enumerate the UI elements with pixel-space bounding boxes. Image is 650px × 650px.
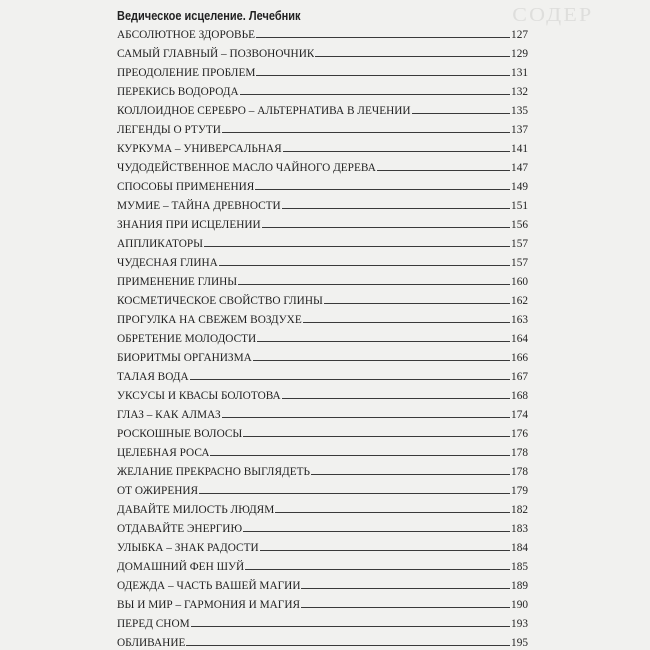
toc-entry-page-number: 182 (511, 504, 528, 516)
toc-entry-page-number: 176 (511, 428, 528, 440)
toc-leader-line (256, 75, 510, 76)
toc-entry (117, 634, 528, 650)
toc-entry-page-number: 193 (511, 618, 528, 630)
toc-entry-page-number: 131 (511, 67, 528, 79)
toc-entry-title: ЖЕЛАНИЕ ПРЕКРАСНО ВЫГЛЯДЕТЬ (117, 466, 310, 478)
toc-leader-line (243, 531, 510, 532)
toc-leader-line (282, 398, 510, 399)
toc-entry-title: ОБЛИВАНИЕ (117, 637, 186, 649)
toc-entry (117, 539, 528, 558)
toc-entry-page-number: 163 (511, 314, 528, 326)
toc-entry-title: РОСКОШНЫЕ ВОЛОСЫ (117, 428, 243, 440)
toc-entry (117, 463, 528, 482)
toc-leader-line (324, 303, 510, 304)
toc-leader-line (219, 265, 510, 266)
toc-leader-line (283, 151, 510, 152)
toc-entry-page-number: 127 (511, 29, 528, 41)
toc-entry (117, 482, 528, 501)
toc-entry (117, 83, 528, 102)
toc-entry-page-number: 174 (511, 409, 528, 421)
toc-entry-title: ЧУДОДЕЙСТВЕННОЕ МАСЛО ЧАЙНОГО ДЕРЕВА (117, 162, 376, 174)
toc-entry-page-number: 178 (511, 466, 528, 478)
toc-entry-page-number: 185 (511, 561, 528, 573)
toc-leader-line (257, 341, 510, 342)
toc-entry-page-number: 129 (511, 48, 528, 60)
toc-leader-line (190, 379, 510, 380)
toc-entry-title: ТАЛАЯ ВОДА (117, 371, 189, 383)
toc-entry (117, 349, 528, 368)
toc-entry-title: ЛЕГЕНДЫ О РТУТИ (117, 124, 221, 136)
toc-entry (117, 596, 528, 615)
toc-entry-page-number: 183 (511, 523, 528, 535)
toc-entry-page-number: 160 (511, 276, 528, 288)
toc-entry (117, 140, 528, 159)
toc-leader-line (245, 569, 510, 570)
toc-entry-title: УЛЫБКА – ЗНАК РАДОСТИ (117, 542, 259, 554)
toc-entry-page-number: 167 (511, 371, 528, 383)
toc-entry (117, 368, 528, 387)
toc-leader-line (255, 189, 510, 190)
toc-entry-title: МУМИЕ – ТАЙНА ДРЕВНОСТИ (117, 200, 281, 212)
toc-entry-title: ДОМАШНИЙ ФЕН ШУЙ (117, 561, 245, 573)
toc-entry-page-number: 147 (511, 162, 528, 174)
toc-entry (117, 159, 528, 178)
toc-entry-page-number: 156 (511, 219, 528, 231)
toc-leader-line (191, 626, 510, 627)
toc-entry-title: ПЕРЕД СНОМ (117, 618, 190, 630)
toc-entry-list (117, 26, 528, 650)
toc-entry (117, 197, 528, 216)
toc-entry (117, 501, 528, 520)
toc-entry-page-number: 164 (511, 333, 528, 345)
toc-entry-title: АППЛИКАТОРЫ (117, 238, 204, 250)
toc-leader-line (222, 132, 510, 133)
toc-leader-line (204, 246, 510, 247)
toc-leader-line (262, 227, 510, 228)
section-title: Ведическое исцеление. Лечебник (117, 9, 301, 23)
toc-entry-page-number: 178 (511, 447, 528, 459)
toc-entry-page-number: 168 (511, 390, 528, 402)
toc-entry-title: ДАВАЙТЕ МИЛОСТЬ ЛЮДЯМ (117, 504, 275, 516)
toc-entry (117, 558, 528, 577)
toc-leader-line (412, 113, 510, 114)
toc-leader-line (377, 170, 510, 171)
toc-entry-page-number: 137 (511, 124, 528, 136)
toc-entry-title: САМЫЙ ГЛАВНЫЙ – ПОЗВОНОЧНИК (117, 48, 315, 60)
toc-entry-title: ЗНАНИЯ ПРИ ИСЦЕЛЕНИИ (117, 219, 261, 231)
toc-entry-page-number: 157 (511, 238, 528, 250)
toc-entry-title: ЧУДЕСНАЯ ГЛИНА (117, 257, 218, 269)
toc-entry (117, 235, 528, 254)
toc-entry-page-number: 141 (511, 143, 528, 155)
toc-entry-page-number: 166 (511, 352, 528, 364)
toc-entry-page-number: 162 (511, 295, 528, 307)
toc-entry-page-number: 151 (511, 200, 528, 212)
toc-entry-page-number: 157 (511, 257, 528, 269)
toc-entry-title: АБСОЛЮТНОЕ ЗДОРОВЬЕ (117, 29, 255, 41)
toc-entry-title: ПРОГУЛКА НА СВЕЖЕМ ВОЗДУХЕ (117, 314, 302, 326)
toc-entry (117, 254, 528, 273)
toc-entry (117, 102, 528, 121)
toc-leader-line (222, 417, 510, 418)
toc-entry (117, 444, 528, 463)
toc-leader-line (315, 56, 510, 57)
toc-entry-page-number: 132 (511, 86, 528, 98)
toc-entry-title: ПРИМЕНЕНИЕ ГЛИНЫ (117, 276, 238, 288)
toc-leader-line (240, 94, 510, 95)
toc-entry-title: ОТ ОЖИРЕНИЯ (117, 485, 199, 497)
toc-leader-line (275, 512, 510, 513)
toc-entry (117, 26, 528, 45)
toc-entry-title: КОСМЕТИЧЕСКОЕ СВОЙСТВО ГЛИНЫ (117, 295, 323, 307)
toc-leader-line (238, 284, 510, 285)
toc-entry-title: КОЛЛОИДНОЕ СЕРЕБРО – АЛЬТЕРНАТИВА В ЛЕЧЕНИИ (117, 105, 411, 117)
toc-leader-line (301, 588, 510, 589)
toc-entry (117, 121, 528, 140)
toc-entry (117, 311, 528, 330)
toc-leader-line (301, 607, 510, 608)
toc-entry-title: ПЕРЕКИСЬ ВОДОРОДА (117, 86, 239, 98)
toc-entry-page-number: 179 (511, 485, 528, 497)
toc-entry (117, 615, 528, 634)
toc-entry-page-number: 190 (511, 599, 528, 611)
toc-entry (117, 406, 528, 425)
toc-entry (117, 45, 528, 64)
toc-entry (117, 520, 528, 539)
toc-leader-line (256, 37, 510, 38)
toc-leader-line (243, 436, 510, 437)
toc-leader-line (186, 645, 510, 646)
toc-entry (117, 425, 528, 444)
toc-entry (117, 292, 528, 311)
toc-entry-title: ОТДАВАЙТЕ ЭНЕРГИЮ (117, 523, 243, 535)
toc-leader-line (303, 322, 510, 323)
bleed-through-heading: СОДЕР (512, 4, 594, 26)
toc-entry-title: ОДЕЖДА – ЧАСТЬ ВАШЕЙ МАГИИ (117, 580, 301, 592)
toc-entry-title: ЦЕЛЕБНАЯ РОСА (117, 447, 210, 459)
toc-entry-page-number: 195 (511, 637, 528, 649)
toc-entry (117, 64, 528, 83)
table-of-contents (117, 8, 528, 650)
toc-entry (117, 216, 528, 235)
toc-entry (117, 273, 528, 292)
toc-leader-line (199, 493, 510, 494)
toc-entry-page-number: 184 (511, 542, 528, 554)
toc-entry (117, 178, 528, 197)
toc-leader-line (253, 360, 510, 361)
toc-entry-title: ГЛАЗ – КАК АЛМАЗ (117, 409, 221, 421)
toc-entry-page-number: 189 (511, 580, 528, 592)
toc-leader-line (311, 474, 510, 475)
toc-entry-title: УКСУСЫ И КВАСЫ БОЛОТОВА (117, 390, 281, 402)
toc-entry-title: БИОРИТМЫ ОРГАНИЗМА (117, 352, 252, 364)
toc-leader-line (282, 208, 510, 209)
toc-entry (117, 577, 528, 596)
toc-leader-line (260, 550, 510, 551)
toc-entry-title: ВЫ И МИР – ГАРМОНИЯ И МАГИЯ (117, 599, 301, 611)
toc-entry-title: ПРЕОДОЛЕНИЕ ПРОБЛЕМ (117, 67, 256, 79)
toc-entry (117, 387, 528, 406)
toc-entry-title: ОБРЕТЕНИЕ МОЛОДОСТИ (117, 333, 257, 345)
toc-entry-title: СПОСОБЫ ПРИМЕНЕНИЯ (117, 181, 255, 193)
toc-entry (117, 330, 528, 349)
toc-entry-title: КУРКУМА – УНИВЕРСАЛЬНАЯ (117, 143, 282, 155)
toc-entry-page-number: 135 (511, 105, 528, 117)
toc-entry-page-number: 149 (511, 181, 528, 193)
toc-leader-line (210, 455, 510, 456)
